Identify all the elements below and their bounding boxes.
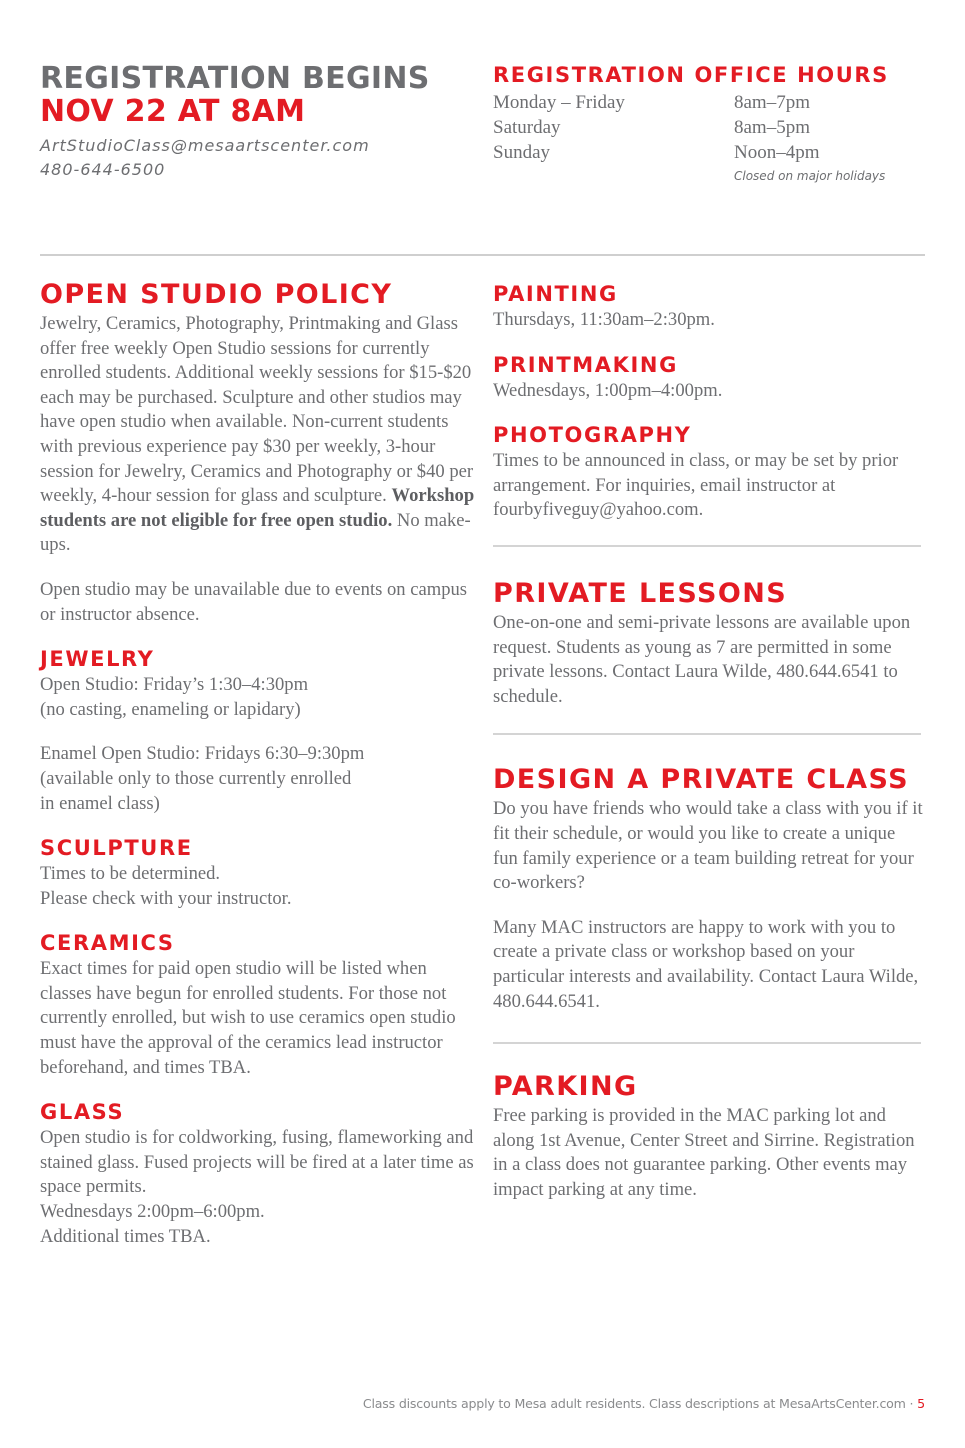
- section-text: Wednesdays, 1:00pm–4:00pm.: [493, 379, 723, 401]
- policy-tail-text: No make-ups.: [40, 509, 471, 556]
- office-hours-row: [493, 115, 913, 140]
- footer-text: Class discounts apply to Mesa adult residents. Class descriptions at MesaArtsCenter.com ·: [362, 1396, 914, 1411]
- section-text: Times to be announced in class, or may be set by prior arrangement. For inquiries, email instructor at fourbyfiveguy@yahoo.com.: [493, 450, 899, 521]
- open-studio-policy-section: [40, 278, 480, 627]
- sculpture-section: [40, 834, 480, 911]
- section-text: Please check with your instructor.: [40, 887, 292, 909]
- parking-section: [493, 1070, 923, 1202]
- section-text: in enamel class): [40, 792, 160, 814]
- design-private-class-section: [493, 763, 923, 1014]
- section-text: Open studio may be unavailable due to events on campus or instructor absence.: [40, 578, 468, 625]
- section-text: Exact times for paid open studio will be listed when classes have begun for enrolled students. For those not currently enrolled, but wish to use ceramics open studio must have the approval of the ceramics lead instructor beforehand, and times TBA.: [40, 958, 456, 1078]
- section-text: (no casting, enameling or lapidary): [40, 698, 301, 720]
- section-text: Thursdays, 11:30am–2:30pm.: [493, 309, 715, 330]
- section-text: Enamel Open Studio: Fridays 6:30–9:30pm: [40, 743, 365, 765]
- section-text: Wednesdays 2:00pm–6:00pm.: [40, 1201, 265, 1223]
- section-text: (available only to those currently enrolled: [40, 767, 352, 789]
- office-hours-block: [493, 60, 913, 187]
- section-heading: DESIGN A PRIVATE CLASS: [493, 764, 909, 796]
- section-heading: PAINTING: [493, 282, 618, 306]
- office-hours-title: REGISTRATION OFFICE HOURS: [493, 63, 889, 87]
- section-text: One-on-one and semi-private lessons are available upon request. Students as young as 7 are permitted in some private lessons. Contact Laura Wilde, 480.644.6541 to schedule.: [493, 611, 911, 707]
- jewelry-section: [40, 645, 480, 816]
- section-heading: SCULPTURE: [40, 836, 193, 861]
- private-lessons-section: [493, 577, 923, 709]
- glass-section: [40, 1098, 480, 1249]
- section-heading: PRIVATE LESSONS: [493, 577, 788, 609]
- section-text: Many MAC instructors are happy to work with you to create a private class or workshop based on your particular interests and availability. Contact Laura Wilde, 480.644.6541.: [493, 916, 919, 1012]
- section-text: Free parking is provided in the MAC parking lot and along 1st Avenue, Center Street and Sirrine. Registration in a class does not guarantee parking. Other events may impact parking at any time.: [493, 1105, 915, 1200]
- photography-section: [493, 421, 923, 523]
- section-text: Times to be determined.: [40, 863, 221, 885]
- registration-title: REGISTRATION BEGINS: [40, 61, 430, 96]
- page-footer: [363, 1395, 925, 1413]
- section-heading: CERAMICS: [40, 931, 175, 956]
- office-hours-day: Sunday: [493, 142, 550, 163]
- section-heading: GLASS: [40, 1100, 125, 1125]
- section-text: Do you have friends who would take a class with you if it fit their schedule, or would you like to create a unique fun family experience or a team building retreat for your co-workers?: [493, 798, 923, 894]
- section-heading: PHOTOGRAPHY: [493, 423, 692, 448]
- office-hours-row: [493, 140, 913, 165]
- office-hours-row: [493, 90, 913, 115]
- section-heading: PARKING: [493, 1071, 638, 1103]
- printmaking-section: [493, 351, 923, 404]
- section-text: Additional times TBA.: [40, 1225, 211, 1247]
- office-hours-time: 8am–7pm: [734, 92, 810, 113]
- registration-email[interactable]: ArtStudioClass@mesaartscenter.com: [40, 136, 370, 155]
- registration-phone[interactable]: 480-644-6500: [40, 160, 166, 179]
- policy-bold-text: Workshop students are not eligible for free open studio.: [40, 485, 475, 531]
- office-hours-note: Closed on major holidays: [734, 169, 886, 183]
- office-hours-time: 8am–5pm: [734, 117, 810, 138]
- page-number: 5: [917, 1396, 925, 1411]
- ceramics-section: [40, 929, 480, 1080]
- section-text: Open studio is for coldworking, fusing, flameworking and stained glass. Fused projects will be fired at a later time as space permits.: [40, 1127, 474, 1198]
- section-heading: PRINTMAKING: [493, 352, 678, 377]
- registration-date: NOV 22 AT 8AM: [40, 94, 306, 129]
- registration-block: [40, 62, 480, 182]
- painting-section: [493, 280, 923, 333]
- office-hours-time: Noon–4pm: [734, 142, 820, 163]
- divider: [40, 254, 925, 256]
- section-heading: OPEN STUDIO POLICY: [40, 279, 393, 310]
- office-hours-day: Saturday: [493, 117, 561, 138]
- right-column: [493, 280, 923, 1202]
- section-text: [40, 312, 480, 558]
- policy-text: Jewelry, Ceramics, Photography, Printmaking and Glass offer free weekly Open Studio sessions for currently enrolled students. Additional weekly sessions for $15-$20 each may be purchased. Sculpture and other studios may have open studio when available. Non-current students with previous experience pay $30 per weekly, 3-hour session for Jewelry, Ceramics and Photography or $40 per weekly, 4-hour session for glass and sculpture.: [40, 313, 474, 507]
- left-column: [40, 278, 480, 1249]
- office-hours-day: Monday – Friday: [493, 92, 625, 113]
- section-heading: JEWELRY: [40, 647, 155, 672]
- section-text: Open Studio: Friday’s 1:30–4:30pm: [40, 674, 309, 696]
